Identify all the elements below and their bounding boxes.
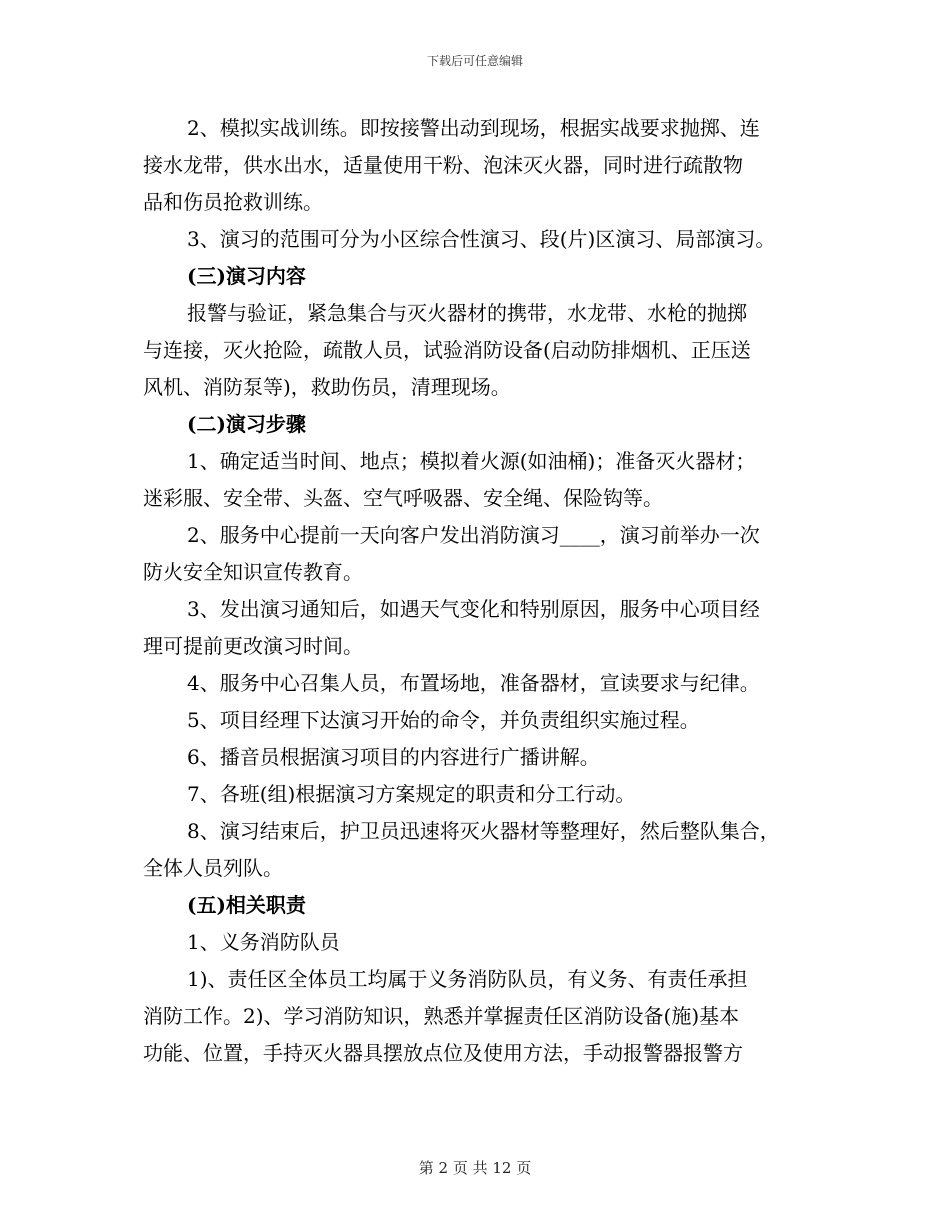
text-line: 与连接，灭火抢险，疏散人员，试验消防设备(启动防排烟机、正压送 (143, 338, 751, 362)
page-header-note: 下载后可任意编辑 (426, 54, 523, 68)
text-line: 5、项目经理下达演习开始的命令，并负责组织实施过程。 (187, 708, 700, 732)
document-body (143, 110, 823, 1072)
text-line: 迷彩服、安全带、头盔、空气呼吸器、安全绳、保险钩等。 (143, 486, 663, 510)
text-line: 报警与验证，紧急集合与灭火器材的携带，水龙带、水枪的抛掷 (187, 301, 747, 325)
section-heading: (二)演习步骤 (187, 412, 306, 436)
section-heading: (三)演习内容 (187, 264, 306, 288)
text-line: 6、播音员根据演习项目的内容进行广播讲解。 (187, 745, 600, 769)
text-line: 8、演习结束后，护卫员迅速将灭火器材等整理好，然后整队集合， (187, 819, 780, 843)
text-line: 理可提前更改演习时间。 (143, 634, 363, 658)
text-line: 1)、责任区全体员工均属于义务消防队员，有义务、有责任承担 (187, 967, 748, 991)
text-line: 7、各班(组)根据演习方案规定的职责和分工行动。 (187, 782, 636, 806)
text-line: 2、服务中心提前一天向客户发出消防演习____，演习前举办一次 (187, 523, 760, 547)
text-line: 2、模拟实战训练。即按接警出动到现场，根据实战要求抛掷、连 (187, 116, 760, 140)
text-line: 接水龙带，供水出水，适量使用干粉、泡沫灭火器，同时进行疏散物 (143, 153, 743, 177)
text-line: 3、发出演习通知后，如遇天气变化和特别原因，服务中心项目经 (187, 597, 760, 621)
text-line: 全体人员列队。 (143, 856, 283, 880)
text-line: 功能、位置，手持灭火器具摆放点位及使用方法，手动报警器报警方 (143, 1041, 743, 1065)
text-line: 防火安全知识宣传教育。 (143, 560, 363, 584)
page-footer: 第 2 页 共 12 页 (418, 1159, 532, 1177)
section-heading: (五)相关职责 (187, 893, 306, 917)
text-line: 品和伤员抢救训练。 (143, 190, 323, 214)
text-line: 风机、消防泵等)，救助伤员，清理现场。 (143, 375, 511, 399)
text-line: 消防工作。2)、学习消防知识，熟悉并掌握责任区消防设备(施)基本 (143, 1004, 740, 1028)
text-line: 4、服务中心召集人员，布置场地，准备器材，宣读要求与纪律。 (187, 671, 760, 695)
text-line: 3、演习的范围可分为小区综合性演习、段(片)区演习、局部演习。 (187, 227, 776, 251)
text-line: 1、义务消防队员 (187, 930, 340, 954)
text-line: 1、确定适当时间、地点；模拟着火源(如油桶)；准备灭火器材； (187, 449, 756, 473)
